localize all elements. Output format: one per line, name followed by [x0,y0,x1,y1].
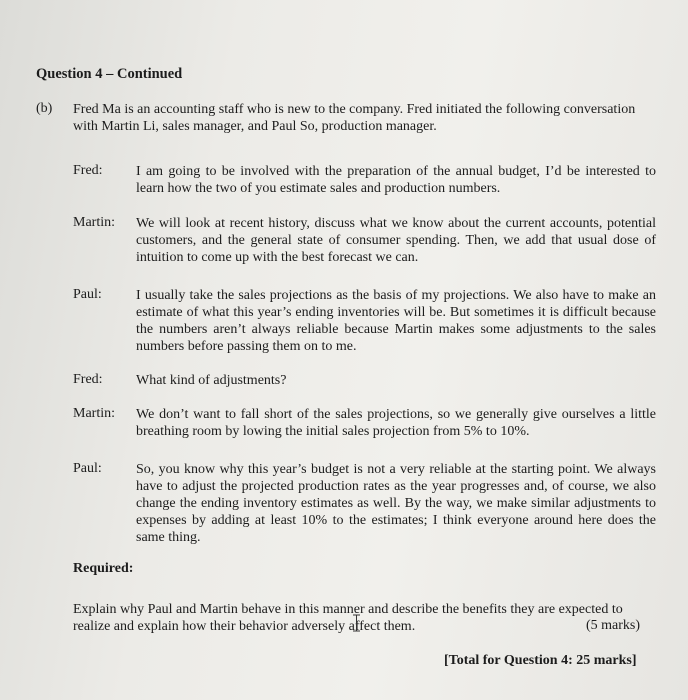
part-label: (b) [36,101,53,116]
speaker-label: Fred: [73,163,103,178]
speaker-label: Fred: [73,372,103,387]
speech-text: So, you know why this year’s budget is not a very reliable at the starting point. We always have to adjust the projected production rates as the year progresses and, of course, we also change the ending inventory estimates as well. By the way, we make similar adjustments to expenses by adding at least 10% to the estimates; I think everyone around here does the same thing. [136,462,656,545]
total-marks: [Total for Question 4: 25 marks] [444,653,637,668]
speech-text: We don’t want to fall short of the sales projections, so we generally give ourselves a little breathing room by lowing the initial sales projection from 5% to 10%. [136,407,656,439]
required-text: Explain why Paul and Martin behave in this manner and describe the benefits they are expected to realize and explain how their behavior adversely affect them. [73,602,623,634]
speaker-label: Martin: [73,406,115,421]
speaker-label: Paul: [73,461,102,476]
speech-text: I am going to be involved with the preparation of the annual budget, I’d be interested to learn how the two of you estimate sales and production numbers. [136,164,656,196]
speech-text: We will look at recent history, discuss what we know about the current accounts, potential customers, and the general state of consumer spending. Then, we add that usual dose of intuition to come up with the best forecast we can. [136,216,656,265]
intro-paragraph: Fred Ma is an accounting staff who is new to the company. Fred initiated the following conversation with Martin Li, sales manager, and Paul So, production manager. [73,102,636,134]
marks-label: (5 marks) [586,618,641,633]
speaker-label: Paul: [73,287,102,302]
speech-text: What kind of adjustments? [136,373,287,388]
speech-text: I usually take the sales projections as the basis of my projections. We also have to make an estimate of what this year’s ending inventories will be. But sometimes it is difficult because the numbers aren’t always reliable because Martin makes some adjustments to the sales numbers before passing them on to me. [136,288,656,354]
question-heading: Question 4 – Continued [36,66,183,82]
required-heading: Required: [73,561,134,576]
text-cursor-icon [352,614,361,632]
speaker-label: Martin: [73,215,115,230]
